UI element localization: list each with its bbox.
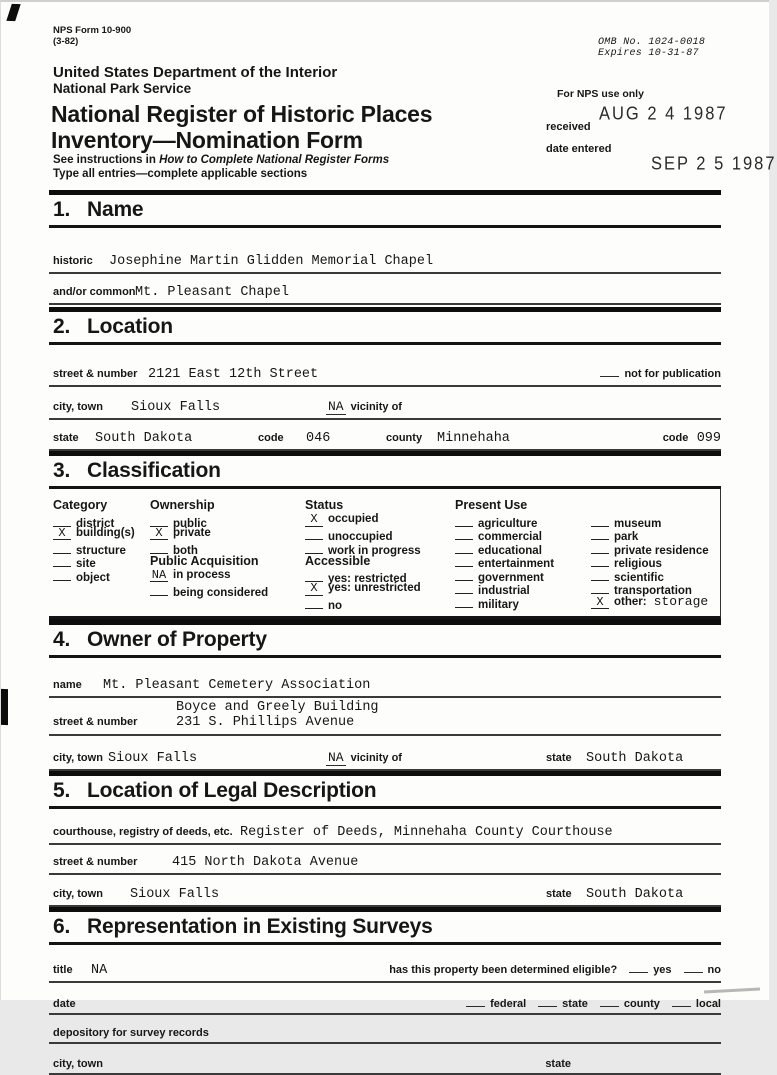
- being-considered-checkbox: [150, 582, 168, 596]
- checkbox-scientific: [591, 567, 720, 584]
- instructions-line1: [53, 154, 389, 168]
- government-label: government: [478, 571, 544, 584]
- educational-label: educational: [478, 544, 542, 557]
- survey-title-value: NA: [91, 962, 108, 978]
- classification-grid: [49, 489, 721, 619]
- form-number-line1: NPS Form 10-900: [53, 25, 132, 36]
- status-column: [305, 498, 455, 613]
- section-1-number: 1.: [53, 198, 71, 221]
- in-process-label: in process: [173, 568, 231, 581]
- code-label-2: code: [662, 432, 689, 444]
- section-5-number: 5.: [53, 778, 71, 802]
- ownership-column: [150, 498, 305, 610]
- buildings-label: building(s): [76, 526, 135, 539]
- checkbox-religious: [591, 554, 720, 571]
- unoccupied-label: unoccupied: [328, 531, 393, 544]
- unoccupied-checkbox: [305, 527, 323, 541]
- industrial-label: industrial: [478, 585, 530, 598]
- owner-street-value: 231 S. Phillips Avenue: [176, 714, 355, 730]
- instructions-prefix: See instructions in: [53, 154, 160, 166]
- district-checkbox: [53, 513, 71, 527]
- section-5-header: [49, 771, 721, 809]
- in-process-checkbox: NA: [151, 567, 167, 582]
- checkbox-military: [455, 595, 591, 612]
- historic-value: Josephine Martin Glidden Memorial Chapel: [109, 254, 434, 269]
- present-use-column-1: [455, 498, 591, 610]
- checkbox-being-considered: [150, 582, 305, 599]
- private-checkbox: X: [150, 527, 168, 541]
- owner-vicinity-label: vicinity of: [350, 751, 402, 764]
- legal-street-label: street & number: [53, 855, 138, 868]
- checkbox-object: [53, 567, 150, 584]
- structure-label: structure: [76, 544, 126, 557]
- instructions-manual-title: How to Complete National Register Forms: [159, 154, 390, 166]
- transportation-label: transportation: [614, 585, 692, 598]
- military-label: military: [478, 599, 519, 612]
- object-checkbox: [53, 567, 71, 581]
- status-header: Status: [305, 498, 344, 512]
- checkbox-unoccupied: [305, 527, 455, 544]
- section-2-title: Location: [87, 315, 173, 338]
- checkbox-private: [150, 527, 305, 541]
- checkbox-educational: [455, 540, 591, 557]
- section-3-header: [49, 451, 721, 489]
- section-1-header: [49, 190, 721, 228]
- both-checkbox: [150, 540, 168, 554]
- public-checkbox: [150, 513, 168, 527]
- field-city: [49, 399, 721, 420]
- section-4-title: Owner of Property: [87, 627, 267, 651]
- yes-unrestricted-label: yes: unrestricted: [328, 582, 421, 595]
- educational-checkbox: [455, 540, 473, 554]
- owner-name-label: name: [53, 678, 82, 691]
- yes-restricted-label: yes: restricted: [328, 573, 407, 586]
- section-3-number: 3.: [53, 459, 71, 482]
- section-6-header: [49, 907, 721, 945]
- code-label-1: code: [258, 432, 284, 444]
- not-for-publication-label: not for publication: [624, 368, 721, 380]
- scan-artifact-corner: [6, 4, 20, 21]
- religious-label: religious: [614, 558, 662, 571]
- field-survey-date: [49, 995, 721, 1015]
- checkbox-industrial: [455, 581, 591, 598]
- field-state-county: [49, 431, 721, 451]
- occupied-label: occupied: [328, 513, 379, 525]
- district-label: district: [76, 517, 115, 530]
- omb-block: [598, 37, 705, 59]
- owner-street-label: street & number: [53, 715, 138, 728]
- field-common-name: [49, 285, 721, 305]
- owner-name-value: Mt. Pleasant Cemetery Association: [103, 677, 371, 693]
- section-3-title: Classification: [87, 459, 221, 482]
- industrial-checkbox: [455, 581, 473, 595]
- field-historic-name: [49, 254, 721, 274]
- work-in-progress-label: work in progress: [328, 544, 421, 557]
- field-owner-name: [49, 678, 721, 698]
- instructions: [53, 154, 389, 181]
- department-title: United States Department of the Interior: [53, 64, 338, 81]
- survey-date-label: date: [53, 997, 76, 1010]
- object-label: object: [76, 571, 110, 584]
- state-level-label: state: [562, 997, 588, 1010]
- checkbox-no: [305, 596, 455, 613]
- federal-label: federal: [490, 997, 527, 1010]
- historic-label: historic: [53, 255, 93, 267]
- page-title: [51, 102, 432, 153]
- section-2-number: 2.: [53, 315, 71, 338]
- yes-unrestricted-checkbox: X: [305, 582, 323, 596]
- not-for-publication-blank: [600, 365, 619, 377]
- county-level-blank: [600, 995, 619, 1007]
- code-value-1: 046: [306, 431, 331, 446]
- section-2-header: [49, 307, 721, 345]
- federal-blank: [466, 995, 485, 1007]
- courthouse-value: Register of Deeds, Minnehaha County Courthouse: [240, 824, 613, 840]
- field-survey-title: [49, 961, 721, 983]
- transportation-checkbox: [591, 581, 609, 595]
- county-value: Minnehaha: [437, 431, 510, 446]
- field-owner-city: [49, 750, 721, 771]
- entertainment-checkbox: [455, 554, 473, 568]
- private-residence-checkbox: [591, 540, 609, 554]
- form-number-line2: (3-82): [53, 35, 79, 47]
- local-level-blank: [672, 995, 691, 1007]
- vicinity-na-value: NA: [328, 399, 344, 414]
- section-1-title: Name: [87, 198, 144, 221]
- survey-state-label: state: [545, 1057, 571, 1070]
- owner-state-label: state: [546, 751, 572, 764]
- vicinity-label: vicinity of: [350, 401, 402, 413]
- courthouse-label: courthouse, registry of deeds, etc.: [53, 825, 233, 838]
- checkbox-private-residence: [591, 540, 720, 557]
- private-label: private: [173, 526, 211, 539]
- public-acquisition-header: Public Acquisition: [150, 553, 259, 568]
- owner-state-value: South Dakota: [586, 750, 684, 766]
- page-title-line2: Inventory—Nomination Form: [51, 126, 363, 153]
- owner-street-extra-line: Boyce and Greely Building: [176, 699, 379, 715]
- site-label: site: [76, 558, 96, 571]
- owner-city-value: Sioux Falls: [108, 750, 198, 766]
- survey-city-label: city, town: [53, 1057, 103, 1070]
- form-body: [49, 190, 721, 1075]
- field-depository: [49, 1027, 721, 1044]
- legal-state-value: South Dakota: [586, 886, 684, 902]
- omb-number: OMB No. 1024-0018: [598, 37, 706, 48]
- scan-artifact-left-edge: [1, 689, 8, 725]
- checkbox-occupied: [305, 513, 455, 527]
- checkbox-entertainment: [455, 554, 591, 571]
- other-label: other:: [614, 595, 647, 608]
- county-label: county: [386, 432, 423, 444]
- date-entered-label: date entered: [546, 143, 612, 155]
- category-column: [53, 498, 150, 610]
- checkbox-structure: [53, 540, 150, 557]
- field-street: [49, 365, 721, 387]
- received-label: received: [546, 121, 591, 133]
- field-survey-city: [49, 1058, 721, 1075]
- present-use-header: Present Use: [455, 498, 528, 512]
- work-in-progress-checkbox: [305, 540, 323, 554]
- field-courthouse: [49, 825, 721, 845]
- legal-city-label: city, town: [53, 887, 103, 900]
- public-label: public: [173, 517, 207, 530]
- state-value: South Dakota: [95, 431, 193, 446]
- agriculture-label: agriculture: [478, 517, 538, 530]
- yes-restricted-checkbox: [305, 569, 323, 583]
- checkbox-yes-restricted: [305, 569, 455, 586]
- eligible-question-label: has this property been determined eligible?: [389, 963, 618, 976]
- checkbox-commercial: [455, 527, 591, 544]
- legal-city-value: Sioux Falls: [130, 886, 220, 902]
- section-6-number: 6.: [53, 914, 71, 938]
- checkbox-site: [53, 554, 150, 571]
- park-checkbox: [591, 527, 609, 541]
- site-checkbox: [53, 554, 71, 568]
- checkbox-yes-unrestricted: [305, 582, 455, 596]
- section-4-header: [49, 619, 721, 658]
- commercial-checkbox: [455, 527, 473, 541]
- nps-use-only-label: For NPS use only: [557, 88, 644, 100]
- field-legal-city: [49, 887, 721, 907]
- owner-vicinity-na: NA: [328, 749, 344, 765]
- owner-city-label: city, town: [53, 751, 103, 764]
- ownership-header: Ownership: [150, 498, 215, 512]
- present-use-spacer: [591, 498, 720, 513]
- commercial-label: commercial: [478, 531, 542, 544]
- survey-title-label: title: [53, 963, 73, 976]
- checkbox-work-in-progress: [305, 540, 455, 557]
- section-6-title: Representation in Existing Surveys: [87, 914, 433, 938]
- checkbox-park: [591, 527, 720, 544]
- other-value: storage: [653, 593, 709, 609]
- instructions-line2: Type all entries—complete applicable sections: [53, 167, 308, 180]
- no-label: no: [328, 600, 343, 613]
- checkbox-in-process: [150, 569, 305, 583]
- museum-label: museum: [614, 517, 662, 530]
- eligible-no-label: no: [707, 963, 721, 976]
- field-owner-street: [49, 715, 721, 736]
- government-checkbox: [455, 567, 473, 581]
- buildings-checkbox: X: [53, 527, 71, 541]
- checkbox-other: [591, 595, 720, 609]
- state-level-blank: [538, 995, 557, 1007]
- form-number: [53, 26, 131, 47]
- checkbox-buildings: [53, 527, 150, 541]
- code-value-2: 099: [696, 431, 721, 446]
- entertainment-label: entertainment: [478, 558, 555, 571]
- no-checkbox: [305, 596, 323, 610]
- military-checkbox: [455, 595, 473, 609]
- occupied-checkbox: X: [305, 513, 323, 527]
- eligible-yes-label: yes: [653, 963, 672, 976]
- category-header: Category: [53, 498, 108, 512]
- park-label: park: [614, 531, 639, 544]
- checkbox-district: [53, 513, 150, 530]
- local-level-label: local: [695, 997, 721, 1010]
- checkbox-both: [150, 540, 305, 557]
- scientific-checkbox: [591, 567, 609, 581]
- depository-label: depository for survey records: [53, 1026, 209, 1039]
- eligible-no-blank: [684, 961, 703, 973]
- religious-checkbox: [591, 554, 609, 568]
- entered-date-stamp: SEP 2 5 1987: [651, 153, 777, 175]
- checkbox-public: [150, 513, 305, 530]
- private-residence-label: private residence: [614, 544, 709, 557]
- bureau-title: National Park Service: [53, 81, 192, 96]
- both-label: both: [173, 544, 198, 557]
- eligible-yes-blank: [629, 961, 648, 973]
- common-name-label: and/or common: [53, 286, 136, 298]
- city-value: Sioux Falls: [131, 400, 221, 415]
- accessible-header: Accessible: [305, 553, 371, 568]
- common-name-value: Mt. Pleasant Chapel: [135, 285, 289, 300]
- received-date-stamp: AUG 2 4 1987: [599, 103, 728, 125]
- section-4-number: 4.: [53, 627, 71, 651]
- legal-state-label: state: [546, 887, 572, 900]
- legal-street-value: 415 North Dakota Avenue: [172, 854, 359, 870]
- other-checkbox: X: [591, 596, 609, 610]
- present-use-column-2: [591, 498, 720, 610]
- page-title-line1: National Register of Historic Places: [51, 101, 433, 127]
- checkbox-transportation: [591, 581, 720, 598]
- agriculture-checkbox: [455, 513, 473, 527]
- city-label: city, town: [53, 401, 103, 413]
- checkbox-agriculture: [455, 513, 591, 530]
- checkbox-government: [455, 567, 591, 584]
- section-5-title: Location of Legal Description: [87, 778, 377, 802]
- field-legal-street: [49, 855, 721, 875]
- museum-checkbox: [591, 513, 609, 527]
- county-level-label: county: [623, 997, 660, 1010]
- omb-expires: Expires 10-31-87: [598, 48, 699, 59]
- checkbox-museum: [591, 513, 720, 530]
- street-label: street & number: [53, 368, 138, 380]
- state-label: state: [53, 432, 79, 444]
- street-value: 2121 East 12th Street: [148, 367, 319, 382]
- being-considered-label: being considered: [173, 586, 269, 599]
- scientific-label: scientific: [614, 571, 664, 584]
- structure-checkbox: [53, 540, 71, 554]
